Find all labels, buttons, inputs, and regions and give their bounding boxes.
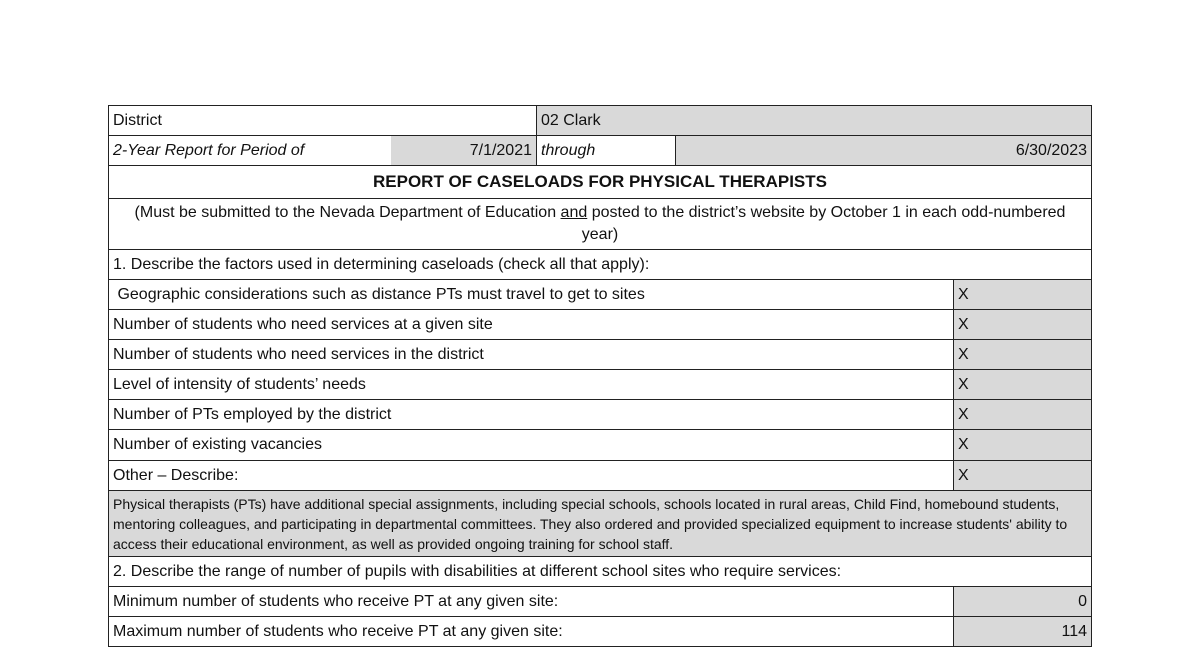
section2-question: 2. Describe the range of number of pupils with disabilities at different school sites who require services: bbox=[113, 562, 842, 580]
district-row bbox=[108, 105, 1092, 136]
instructions-text-after: posted to the district’s website by October 1 in each odd-numbered year) bbox=[581, 204, 1066, 243]
district-value: 02 Clark bbox=[536, 106, 1091, 135]
factor-row bbox=[108, 310, 1092, 340]
section2-question-row bbox=[108, 557, 1092, 587]
range-label-minimum: Minimum number of students who receive PT at any given site: bbox=[113, 592, 559, 610]
factor-check-mark[interactable]: X bbox=[953, 280, 1091, 309]
period-label: 2-Year Report for Period of bbox=[113, 141, 305, 159]
range-row-minimum bbox=[108, 587, 1092, 617]
factor-check-mark[interactable]: X bbox=[953, 340, 1091, 369]
period-start: 7/1/2021 bbox=[391, 136, 536, 165]
other-description-row bbox=[108, 491, 1092, 557]
factor-row bbox=[108, 461, 1092, 491]
instructions-row bbox=[108, 199, 1092, 250]
section1-question: 1. Describe the factors used in determining caseloads (check all that apply): bbox=[113, 255, 650, 273]
factor-check-mark[interactable]: X bbox=[953, 370, 1091, 399]
factor-row bbox=[108, 400, 1092, 430]
factor-check-mark[interactable]: X bbox=[953, 430, 1091, 460]
through-label: through bbox=[536, 136, 675, 165]
period-end: 6/30/2023 bbox=[675, 136, 1091, 165]
range-value-minimum[interactable]: 0 bbox=[953, 587, 1091, 616]
other-description[interactable]: Physical therapists (PTs) have additional special assignments, including special schools, schools located in rural areas, Child Find, homebound students, mentoring colleagues, and participating in departmental committees. They also ordered and provided specialized equipment to increase students' ability to access their educational environment, as well as provided ongoing training for school staff. bbox=[109, 491, 1091, 556]
factor-row bbox=[108, 280, 1092, 310]
factor-check-mark[interactable]: X bbox=[953, 461, 1091, 490]
factor-label: Geographic considerations such as distance PTs must travel to get to sites bbox=[113, 285, 645, 303]
report-instructions bbox=[109, 199, 1091, 249]
caseload-report-table bbox=[108, 105, 1092, 647]
instructions-underlined: and bbox=[560, 204, 588, 221]
factor-label: Level of intensity of students’ needs bbox=[113, 375, 366, 393]
factor-label: Number of students who need services in the district bbox=[113, 345, 484, 363]
range-value-maximum[interactable]: 114 bbox=[953, 617, 1091, 646]
title-row bbox=[108, 166, 1092, 199]
factor-label: Number of PTs employed by the district bbox=[113, 405, 392, 423]
section1-question-row bbox=[108, 250, 1092, 280]
range-label-maximum: Maximum number of students who receive PT at any given site: bbox=[113, 622, 563, 640]
instructions-text-before: (Must be submitted to the Nevada Department of Education bbox=[134, 204, 561, 221]
report-title: REPORT OF CASELOADS FOR PHYSICAL THERAPISTS bbox=[372, 172, 827, 191]
period-row bbox=[108, 136, 1092, 166]
factor-check-mark[interactable]: X bbox=[953, 400, 1091, 429]
factor-label: Number of students who need services at a given site bbox=[113, 315, 493, 333]
factor-check-mark[interactable]: X bbox=[953, 310, 1091, 339]
factor-label: Other – Describe: bbox=[113, 466, 239, 484]
factor-row bbox=[108, 340, 1092, 370]
factor-row bbox=[108, 430, 1092, 461]
factor-row bbox=[108, 370, 1092, 400]
factor-label: Number of existing vacancies bbox=[113, 436, 322, 453]
range-row-maximum bbox=[108, 617, 1092, 647]
district-label: District bbox=[113, 111, 162, 129]
